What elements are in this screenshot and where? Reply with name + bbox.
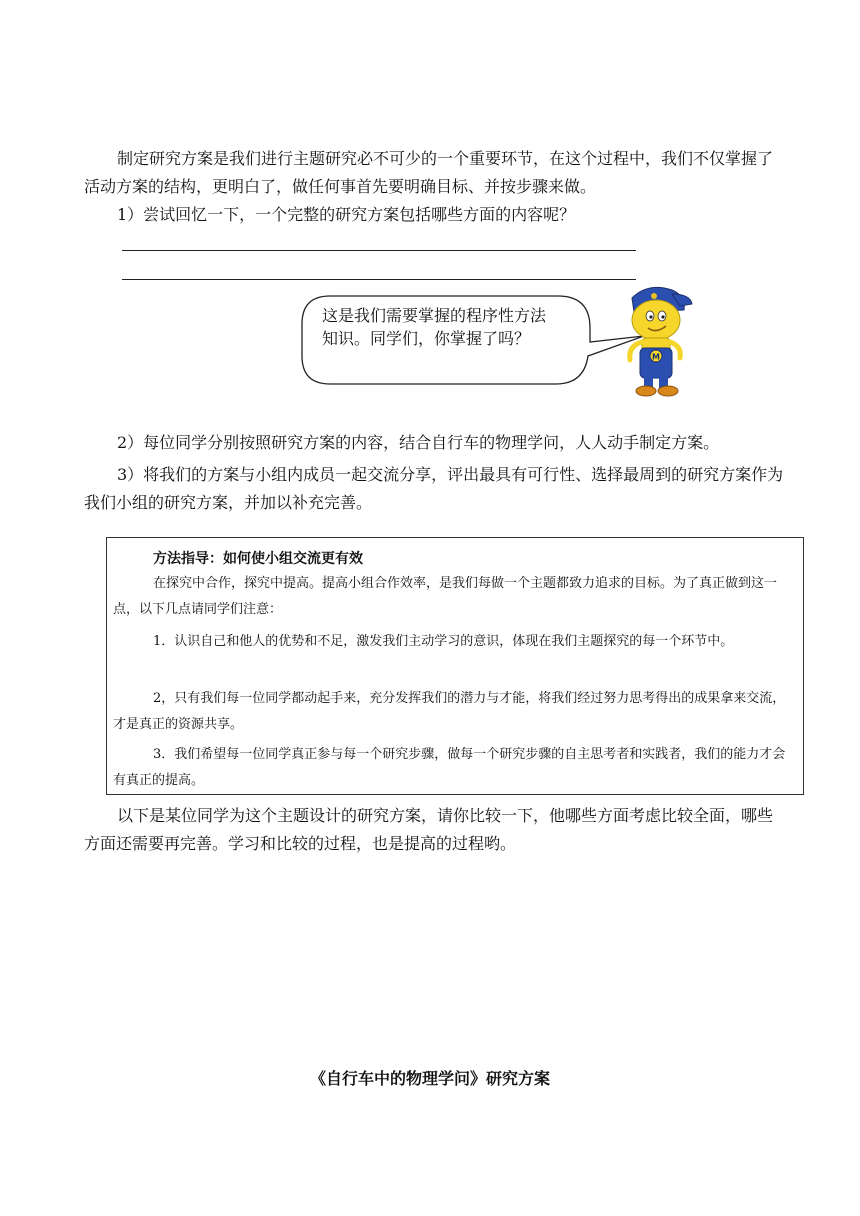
bubble-text — [322, 304, 584, 350]
answer-line-1 — [122, 250, 636, 251]
bubble-line-2: 知识。同学们，你掌握了吗？ — [322, 329, 531, 348]
intro-paragraph: 制定研究方案是我们进行主题研究必不可少的一个重要环节，在这个过程中，我们不仅掌握了活动方案的结构，更明白了，做任何事首先要明确目标、并按步骤来做。 — [84, 149, 774, 196]
step-2: 2）每位同学分别按照研究方案的内容，结合自行车的物理学问，人人动手制定方案。 — [117, 433, 720, 452]
guide-intro: 在探究中合作，探究中提高。提高小组合作效率，是我们每做一个主题都致力追求的目标。为了真正做到这一点，以下几点请同学们注意： — [113, 576, 778, 617]
guide-point-2: 2，只有我们每一位同学都动起手来，充分发挥我们的潜力与才能，将我们经过努力思考得出的成果拿来交流，才是真正的资源共享。 — [113, 691, 786, 732]
speech-bubble — [300, 292, 648, 388]
plan-title: 《自行车中的物理学问》研究方案 — [309, 1069, 550, 1088]
method-guide-box — [106, 537, 804, 795]
guide-title: 方法指导：如何使小组交流更有效 — [153, 551, 363, 567]
guide-point-1: 1．认识自己和他人的优势和不足，激发我们主动学习的意识，体现在我们主题探究的每一个环节中。 — [153, 634, 734, 649]
step-3: 3）将我们的方案与小组内成员一起交流分享，评出最具有可行性、选择最周到的研究方案作为我们小组的研究方案，并加以补充完善。 — [84, 465, 784, 512]
compare-paragraph: 以下是某位同学为这个主题设计的研究方案，请你比较一下，他哪些方面考虑比较全面，哪些方面还需要再完善。学习和比较的过程，也是提高的过程哟。 — [84, 806, 774, 853]
guide-point-3: 3．我们希望每一位同学真正参与每一个研究步骤，做每一个研究步骤的自主思考者和实践者，我们的能力才会有真正的提高。 — [113, 747, 786, 788]
bubble-line-1: 这是我们需要掌握的程序性方法 — [322, 306, 547, 325]
answer-line-2 — [122, 279, 636, 280]
mascot-badge: M — [652, 352, 660, 362]
cartoon-mascot-icon — [618, 280, 694, 400]
question-1: 1）尝试回忆一下，一个完整的研究方案包括哪些方面的内容呢？ — [117, 205, 576, 224]
